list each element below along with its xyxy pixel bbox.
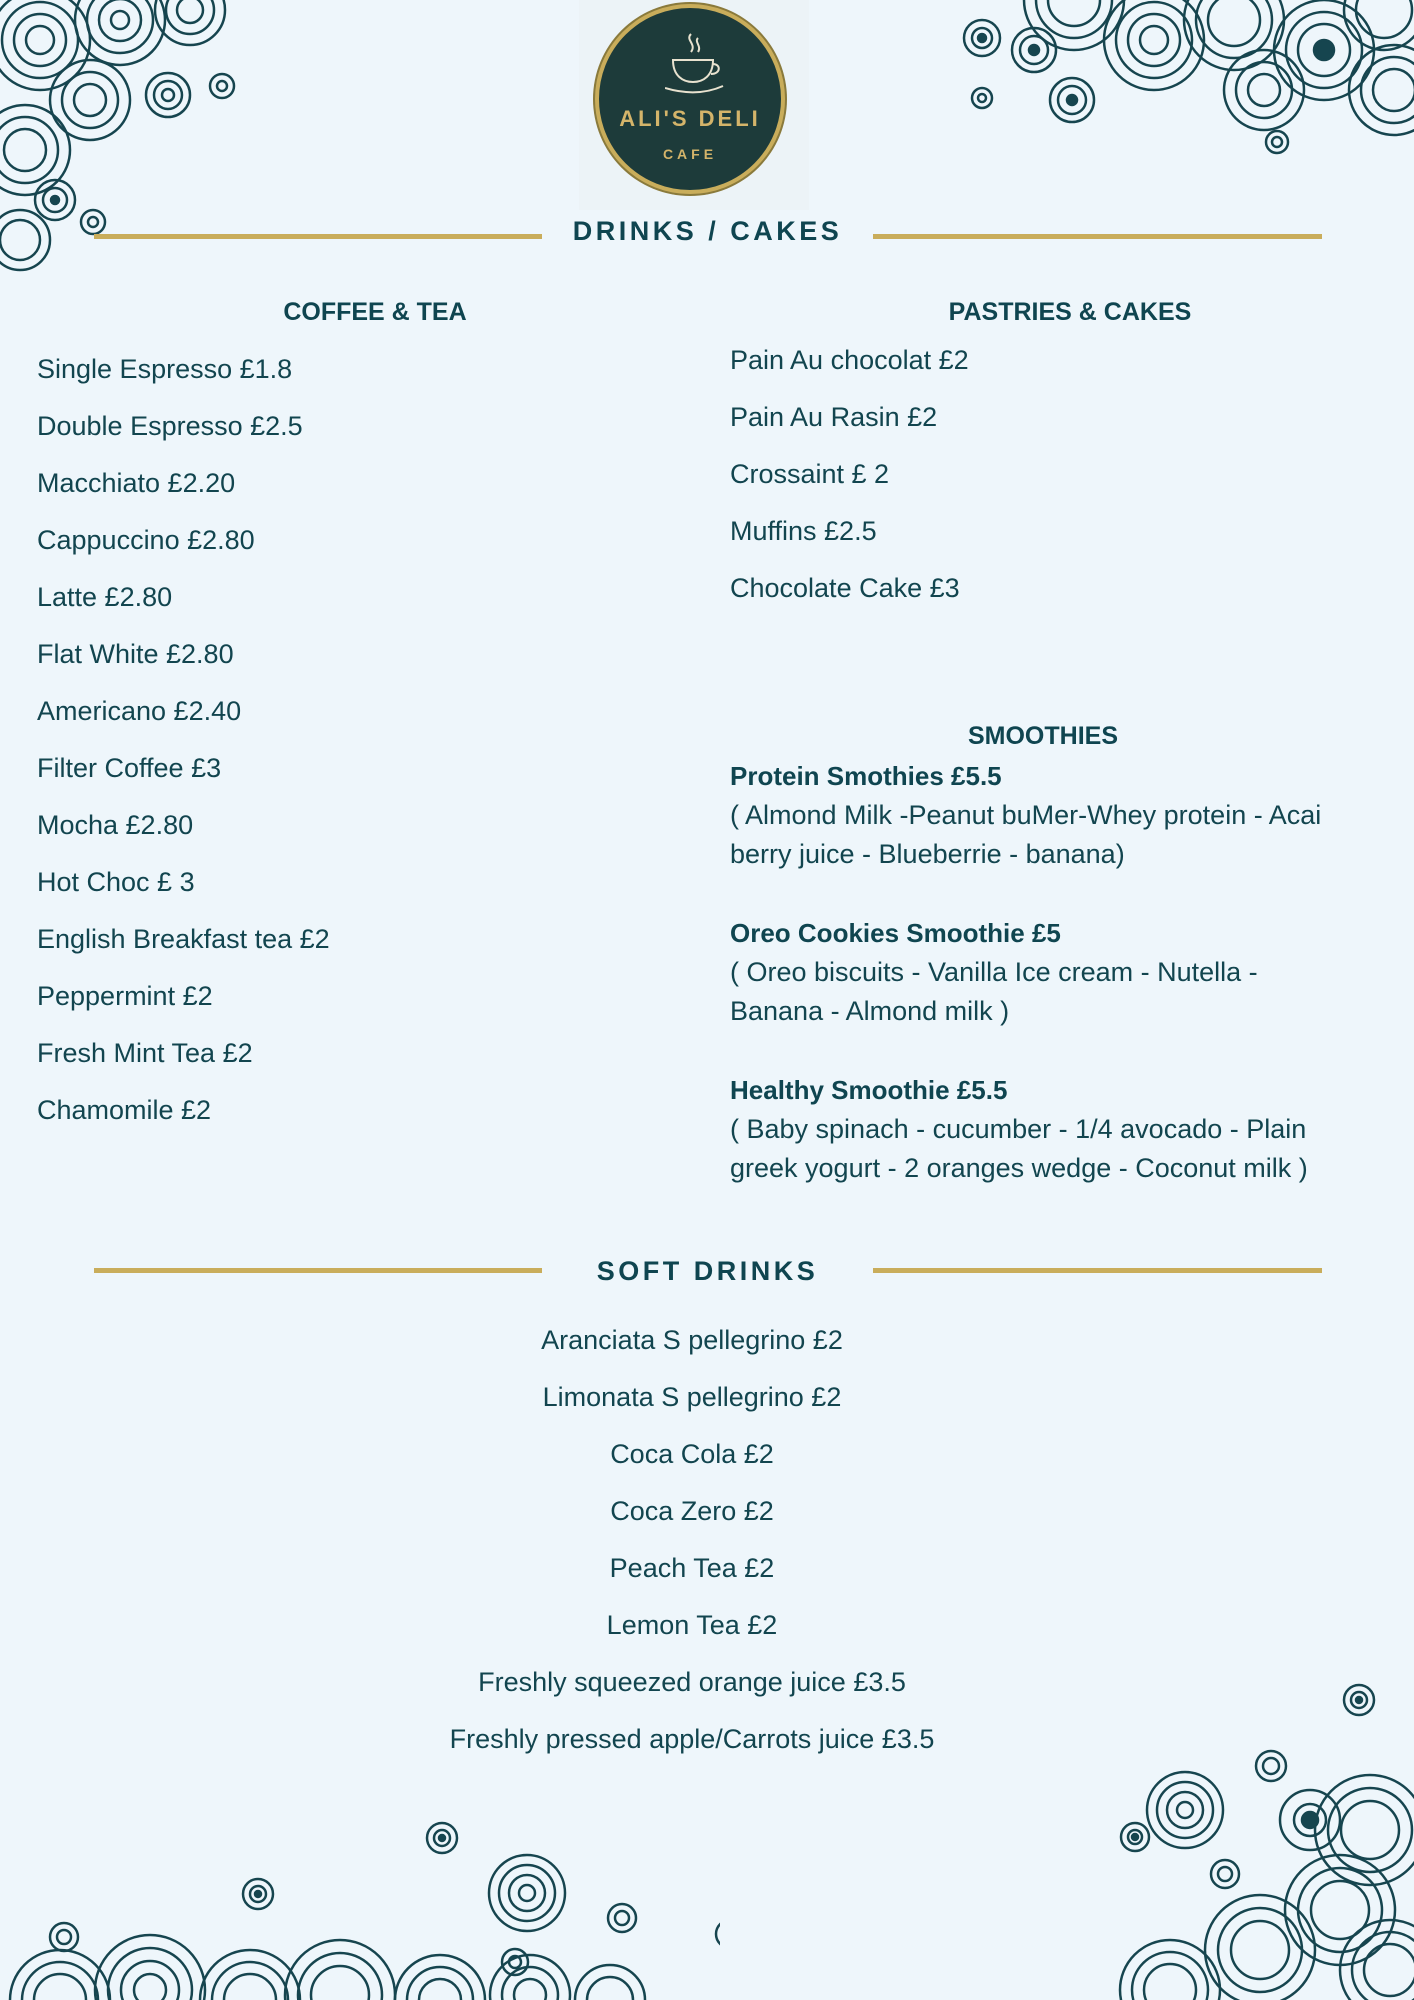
smoothie-ingredients: ( Almond Milk -Peanut buMer-Whey protein - Acai berry juice - Blueberrie - banana) [730, 800, 1322, 869]
page-title: DRINKS / CAKES [572, 216, 843, 246]
menu-item: Chocolate Cake £3 [730, 573, 960, 603]
heading-divider-right [873, 234, 1322, 239]
menu-item: Single Espresso £1.8 [37, 354, 293, 384]
pastries-cakes-title: PASTRIES & CAKES [948, 298, 1192, 326]
menu-item: Freshly squeezed orange juice £3.5 [478, 1667, 906, 1697]
menu-item: Aranciata S pellegrino £2 [541, 1325, 843, 1355]
coffee-tea-title: COFFEE & TEA [283, 298, 467, 326]
menu-item: Crossaint £ 2 [730, 459, 890, 489]
heading-divider-left [94, 234, 542, 239]
menu-item: Freshly pressed apple/Carrots juice £3.5 [449, 1724, 935, 1754]
menu-item: Hot Choc £ 3 [37, 867, 195, 897]
soft-drinks-divider-right [873, 1268, 1322, 1273]
menu-item: Peach Tea £2 [609, 1553, 775, 1583]
menu-item: Mocha £2.80 [37, 810, 194, 840]
menu-item: Limonata S pellegrino £2 [542, 1382, 842, 1412]
menu-item: Pain Au chocolat £2 [730, 345, 969, 375]
menu-item: Lemon Tea £2 [606, 1610, 778, 1640]
menu-item: Cappuccino £2.80 [37, 525, 255, 555]
menu-item: Pain Au Rasin £2 [730, 402, 938, 432]
logo-badge [595, 4, 785, 194]
smoothie-name: Oreo Cookies Smoothie £5 [730, 918, 1061, 948]
smoothie-ingredients: ( Oreo biscuits - Vanilla Ice cream - Nutella - Banana - Almond milk ) [730, 957, 1258, 1026]
logo-subtitle: CAFE [662, 146, 718, 162]
menu-item: Americano £2.40 [37, 696, 242, 726]
logo-title: ALI'S DELI [619, 106, 761, 131]
menu-item: Fresh Mint Tea £2 [37, 1038, 253, 1068]
menu-item: Macchiato £2.20 [37, 468, 236, 498]
soft-drinks-divider-left [94, 1268, 542, 1273]
swirl-decoration-bottom-left [0, 1780, 720, 2000]
cafe-logo [579, 0, 809, 210]
smoothie-name: Healthy Smoothie £5.5 [730, 1075, 1008, 1105]
menu-item: Filter Coffee £3 [37, 753, 222, 783]
smoothies-title: SMOOTHIES [967, 722, 1118, 750]
swirl-decoration-top-right [954, 0, 1414, 170]
soft-drinks-title: SOFT DRINKS [596, 1256, 819, 1286]
menu-item: Chamomile £2 [37, 1095, 212, 1125]
coffee-cup-icon [665, 30, 725, 100]
swirl-decoration-bottom-right [1080, 1660, 1414, 2000]
menu-item: Coca Cola £2 [610, 1439, 774, 1469]
smoothie-name: Protein Smothies £5.5 [730, 761, 1002, 791]
menu-item: Flat White £2.80 [37, 639, 234, 669]
menu-item: English Breakfast tea £2 [37, 924, 330, 954]
menu-item: Peppermint £2 [37, 981, 213, 1011]
menu-item: Muffins £2.5 [730, 516, 877, 546]
menu-item: Double Espresso £2.5 [37, 411, 303, 441]
menu-item: Latte £2.80 [37, 582, 173, 612]
smoothie-ingredients: ( Baby spinach - cucumber - 1/4 avocado - Plain greek yogurt - 2 oranges wedge - Coconut milk ) [730, 1114, 1308, 1183]
menu-item: Coca Zero £2 [610, 1496, 774, 1526]
